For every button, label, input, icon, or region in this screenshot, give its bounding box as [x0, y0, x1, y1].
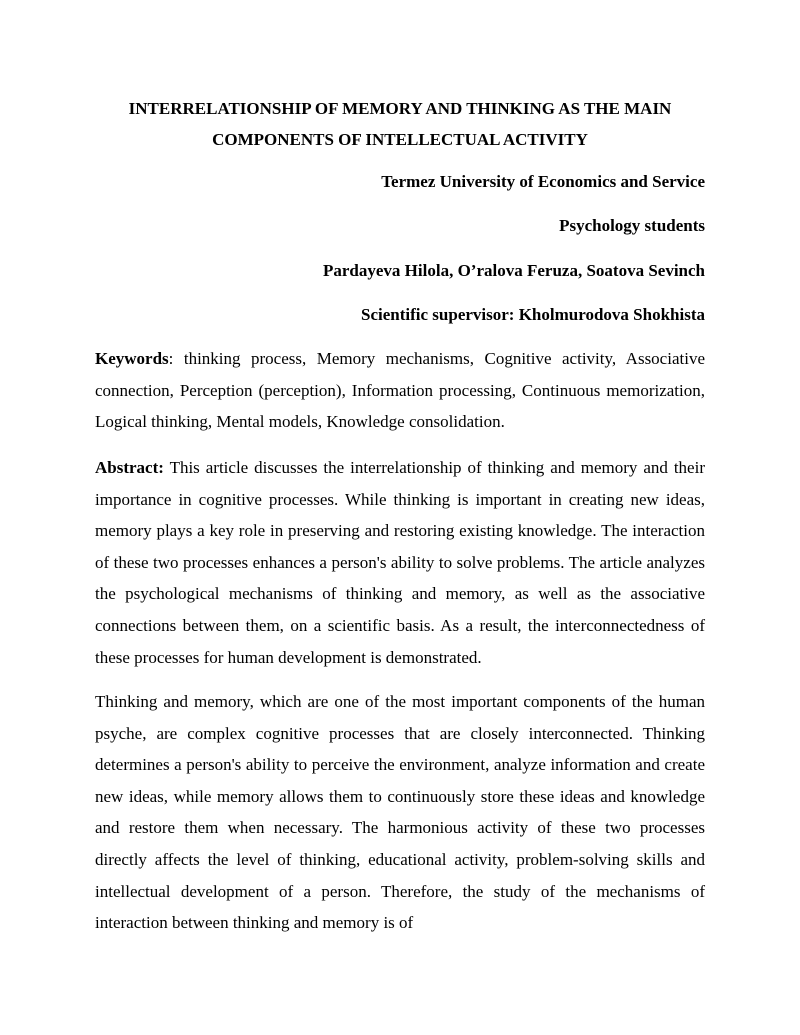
abstract-label: Abstract:	[95, 458, 164, 477]
article-title	[85, 93, 715, 155]
page-content	[95, 0, 705, 1035]
body-paragraph: Thinking and memory, which are one of the most important components of the human psyche, are complex cognitive processes that are closely interconnected. Thinking determines a person's ability to perceive the environment, analyze information and create new ideas, while memory allows them to continuously store these ideas and knowledge and restore them when necessary. The harmonious activity of these two processes directly affects the level of thinking, educational activity, problem-solving skills and intellectual development of a person. Therefore, the study of the mechanisms of interaction between thinking and memory is of	[95, 692, 705, 933]
abstract-paragraph	[95, 452, 705, 673]
author-names: Pardayeva Hilola, O’ralova Feruza, Soatova Sevinch	[323, 261, 705, 280]
scientific-supervisor: Scientific supervisor: Kholmurodova Shokhista	[361, 305, 705, 324]
university-name: Termez University of Economics and Service	[381, 172, 705, 191]
program-name: Psychology students	[559, 216, 705, 235]
keywords-text: : thinking process, Memory mechanisms, Cognitive activity, Associative connection, Perception (perception), Information processing, Continuous memorization, Logical thinking, Mental models, Knowledge consolidation.	[95, 349, 705, 432]
article-title-line-1: INTERRELATIONSHIP OF MEMORY AND THINKING AS THE MAIN	[128, 99, 672, 118]
keywords-paragraph	[95, 343, 705, 438]
abstract-text: This article discusses the interrelationship of thinking and memory and their importance in cognitive processes. While thinking is important in creating new ideas, memory plays a key role in preserving and restoring existing knowledge. The interaction of these two processes enhances a person's ability to solve problems. The article analyzes the psychological mechanisms of thinking and memory, as well as the associative connections between them, on a scientific basis. As a result, the interconnectedness of these processes for human development is demonstrated.	[95, 458, 705, 667]
keywords-label: Keywords	[95, 349, 169, 368]
article-title-line-2: COMPONENTS OF INTELLECTUAL ACTIVITY	[212, 130, 588, 149]
